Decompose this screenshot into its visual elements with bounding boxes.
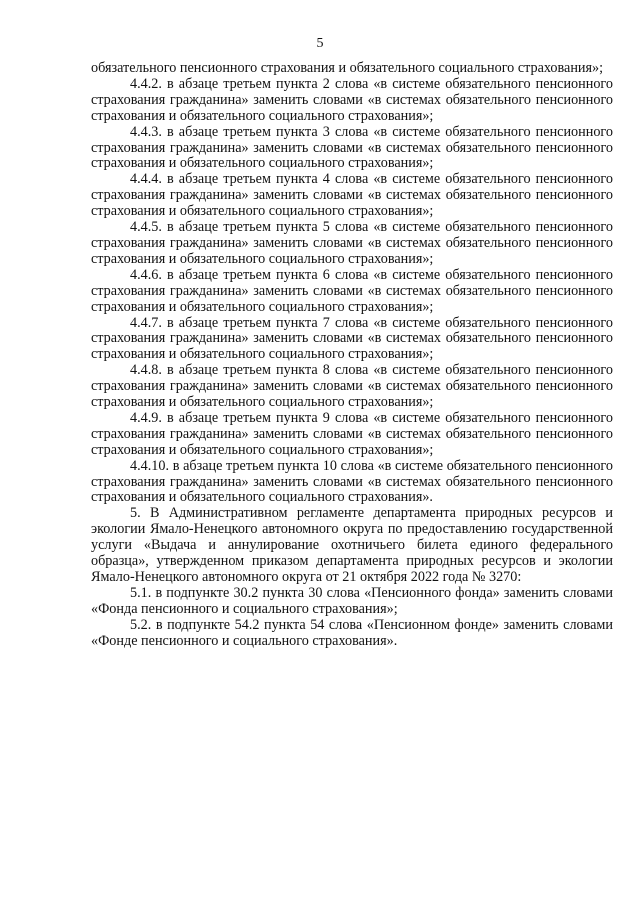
paragraph-5: 5. В Административном регламенте департамента природных ресурсов и экологии Ямало-Ненецкого автономного округа по предоставлению государственной услуги «Выдача и аннулирование охотничьего билета единого федерального образца», утвержденном приказом департамента природных ресурсов и экологии Ямало-Ненецкого автономного округа от 21 октября 2022 года № 3270: — [91, 505, 613, 585]
paragraph-continuation: обязательного пенсионного страхования и обязательного социального страхования»; — [91, 60, 604, 76]
document-body — [91, 61, 613, 650]
paragraph-4-4-6: 4.4.6. в абзаце третьем пункта 6 слова «в системе обязательного пенсионного страхования гражданина» заменить словами «в системах обязательного пенсионного страхования и обязательного социального страхования»; — [91, 266, 613, 315]
paragraph-5-2: 5.2. в подпункте 54.2 пункта 54 слова «Пенсионном фонде» заменить словами «Фонде пенсионного и социального страхования». — [91, 616, 613, 649]
paragraph-4-4-10: 4.4.10. в абзаце третьем пункта 10 слова «в системе обязательного пенсионного страхования гражданина» заменить словами «в системах обязательного пенсионного страхования и обязательного социального страхования». — [91, 457, 613, 506]
paragraph-5-1: 5.1. в подпункте 30.2 пункта 30 слова «Пенсионного фонда» заменить словами «Фонда пенсионного и социального страхования»; — [91, 584, 613, 617]
paragraph-4-4-3: 4.4.3. в абзаце третьем пункта 3 слова «в системе обязательного пенсионного страхования гражданина» заменить словами «в системах обязательного пенсионного страхования и обязательного социального страхования»; — [91, 123, 613, 172]
paragraph-4-4-9: 4.4.9. в абзаце третьем пункта 9 слова «в системе обязательного пенсионного страхования гражданина» заменить словами «в системах обязательного пенсионного страхования и обязательного социального страхования»; — [91, 409, 613, 458]
paragraph-4-4-5: 4.4.5. в абзаце третьем пункта 5 слова «в системе обязательного пенсионного страхования гражданина» заменить словами «в системах обязательного пенсионного страхования и обязательного социального страхования»; — [91, 219, 613, 267]
paragraph-4-4-4: 4.4.4. в абзаце третьем пункта 4 слова «в системе обязательного пенсионного страхования гражданина» заменить словами «в системах обязательного пенсионного страхования и обязательного социального страхования»; — [91, 171, 613, 220]
paragraph-4-4-2: 4.4.2. в абзаце третьем пункта 2 слова «в системе обязательного пенсионного страхования гражданина» заменить словами «в системах обязательного пенсионного страхования и обязательного социального страхования»; — [91, 75, 613, 124]
paragraph-4-4-7: 4.4.7. в абзаце третьем пункта 7 слова «в системе обязательного пенсионного страхования гражданина» заменить словами «в системах обязательного пенсионного страхования и обязательного социального страхования»; — [91, 314, 613, 363]
page-number: 5 — [316, 36, 324, 51]
paragraph-4-4-8: 4.4.8. в абзаце третьем пункта 8 слова «в системе обязательного пенсионного страхования гражданина» заменить словами «в системах обязательного пенсионного страхования и обязательного социального страхования»; — [91, 362, 613, 411]
